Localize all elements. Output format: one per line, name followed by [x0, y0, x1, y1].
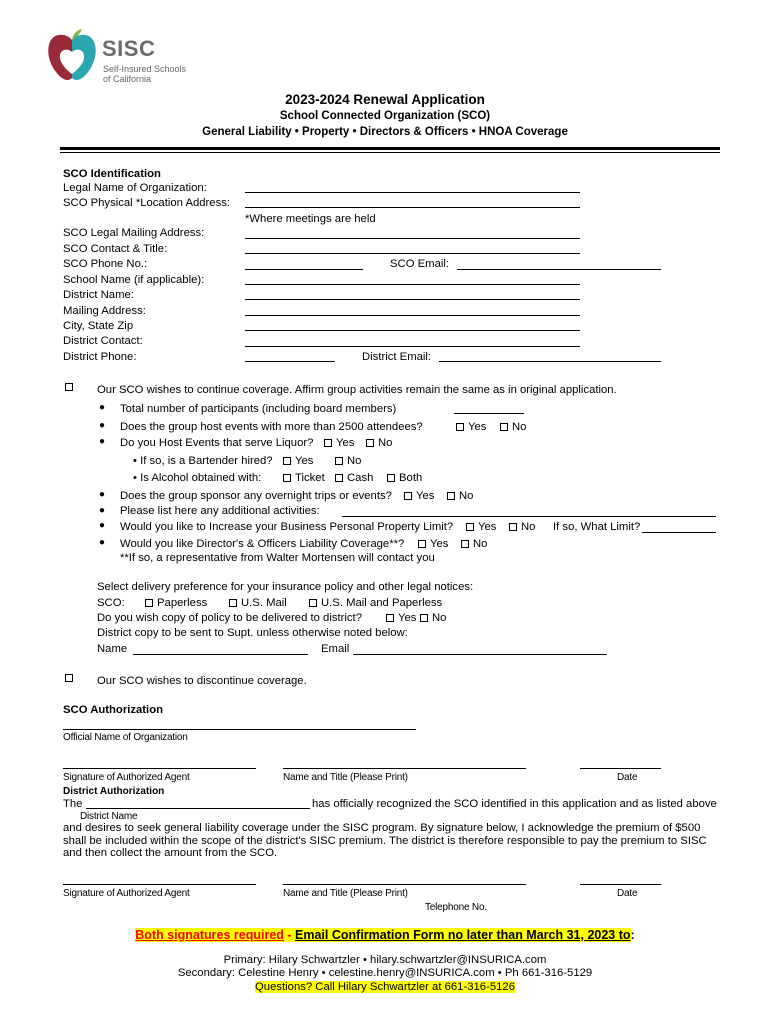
bullet-icon: ●	[99, 489, 106, 500]
no-label: No	[473, 538, 488, 550]
checkbox[interactable]	[387, 474, 395, 482]
district-contact-label: District Contact:	[63, 335, 143, 347]
district-name-field[interactable]	[245, 299, 580, 300]
no-label: No	[521, 521, 536, 533]
footer-dash: -	[283, 928, 296, 942]
checkbox[interactable]	[404, 492, 412, 500]
us-mail-label: U.S. Mail	[241, 597, 287, 609]
liquor-yes-option[interactable]	[324, 437, 354, 450]
checkbox[interactable]	[283, 457, 291, 465]
overnight-no-option[interactable]	[447, 490, 473, 503]
attendees-yes-option[interactable]	[456, 421, 486, 434]
bullet-icon: ●	[99, 520, 106, 531]
yes-label: Yes	[336, 437, 355, 449]
delivery-sco-label: SCO:	[97, 597, 125, 609]
delivery-name-field[interactable]	[133, 654, 308, 655]
checkbox[interactable]	[145, 599, 153, 607]
questions-text: Questions? Call Hilary Schwartzler at 661-316-5126	[255, 981, 515, 993]
discontinue-checkbox[interactable]	[65, 674, 73, 682]
email-field[interactable]	[457, 269, 661, 270]
delivery-email-field[interactable]	[353, 654, 607, 655]
ticket-label: Ticket	[295, 472, 325, 484]
district-name-sign-field[interactable]	[86, 808, 310, 809]
yes-label: Yes	[478, 521, 497, 533]
footer-colon: :	[630, 928, 635, 942]
property-question: Would you like to Increase your Business Personal Property Limit?	[120, 521, 454, 533]
email-label: SCO Email:	[390, 258, 450, 270]
mail-paperless-option[interactable]	[309, 597, 442, 610]
participants-question: Total number of participants (including board members)	[120, 403, 397, 415]
contact-field[interactable]	[245, 253, 580, 254]
header-divider	[60, 147, 720, 150]
school-name-label: School Name (if applicable):	[63, 274, 205, 286]
delivery-name-label: Name	[97, 643, 128, 655]
district-mailing-field[interactable]	[245, 315, 580, 316]
yes-label: Yes	[295, 455, 314, 467]
alcohol-cash-option[interactable]	[335, 472, 373, 485]
checkbox[interactable]	[324, 439, 332, 447]
header-divider-thin	[60, 152, 720, 153]
authorization-heading: SCO Authorization	[63, 704, 163, 716]
checkbox[interactable]	[386, 614, 394, 622]
telephone-label: Telephone No.	[425, 902, 487, 913]
checkbox[interactable]	[461, 540, 469, 548]
yes-label: Yes	[398, 612, 417, 624]
legal-name-label: Legal Name of Organization:	[63, 182, 207, 194]
district-authorization-heading: District Authorization	[63, 786, 165, 797]
mailing-address-label: SCO Legal Mailing Address:	[63, 227, 205, 239]
bullet-icon: ●	[99, 402, 106, 413]
continue-checkbox[interactable]	[65, 383, 73, 391]
paperless-label: Paperless	[157, 597, 208, 609]
yes-label: Yes	[416, 490, 435, 502]
mail-paperless-label: U.S. Mail and Paperless	[321, 597, 443, 609]
email-deadline: Email Confirmation Form no later than March 31, 2023 to	[295, 928, 631, 942]
checkbox[interactable]	[418, 540, 426, 548]
sco-signature-label: Signature of Authorized Agent	[63, 772, 190, 783]
property-yes-option[interactable]	[466, 521, 496, 534]
identification-heading: SCO Identification	[63, 168, 161, 180]
authorization-paragraph-1: and desires to seek general liability coverage under the SISC program. By signature below, I acknowledge the premium of $500	[63, 822, 701, 834]
no-label: No	[512, 421, 527, 433]
district-signature-field[interactable]	[63, 884, 256, 885]
sco-name-title-label: Name and Title (Please Print)	[283, 772, 408, 783]
apple-logo-icon	[46, 28, 98, 84]
physical-address-field[interactable]	[245, 207, 580, 208]
discontinue-statement: Our SCO wishes to discontinue coverage.	[97, 675, 307, 687]
district-name-title-label: Name and Title (Please Print)	[283, 888, 408, 899]
no-label: No	[378, 437, 393, 449]
bartender-question: • If so, is a Bartender hired?	[133, 455, 273, 467]
both-signatures-required: Both signatures required	[135, 928, 284, 942]
bullet-icon: ●	[99, 505, 106, 516]
district-email-field[interactable]	[439, 361, 661, 362]
us-mail-option[interactable]	[229, 597, 287, 610]
participants-field[interactable]	[454, 413, 524, 414]
overnight-yes-option[interactable]	[404, 490, 434, 503]
sco-name-title-field[interactable]	[283, 768, 526, 769]
primary-contact: Primary: Hilary Schwartzler • hilary.schwartzler@INSURICA.com	[223, 954, 547, 966]
yes-label: Yes	[430, 538, 449, 550]
official-name-label: Official Name of Organization	[63, 732, 188, 743]
recognized-text: has officially recognized the SCO identified in this application and as listed above	[312, 798, 717, 810]
attendees-question: Does the group host events with more than 2500 attendees?	[120, 421, 423, 433]
district-mailing-label: Mailing Address:	[63, 305, 146, 317]
coverage-line: General Liability • Property • Directors & Officers • HNOA Coverage	[202, 126, 568, 138]
no-label: No	[347, 455, 362, 467]
alcohol-both-option[interactable]	[387, 472, 422, 485]
continue-statement: Our SCO wishes to continue coverage. Affirm group activities remain the same as in original application.	[97, 384, 617, 396]
school-name-field[interactable]	[245, 284, 580, 285]
dno-yes-option[interactable]	[418, 538, 448, 551]
cash-label: Cash	[347, 472, 374, 484]
contact-label: SCO Contact & Title:	[63, 243, 168, 255]
what-limit-field[interactable]	[642, 532, 716, 533]
delivery-heading: Select delivery preference for your insurance policy and other legal notices:	[97, 581, 474, 593]
bullet-icon: ●	[99, 420, 106, 431]
secondary-contact: Secondary: Celestine Henry • celestine.henry@INSURICA.com • Ph 661-316-5129	[177, 967, 593, 979]
legal-name-field[interactable]	[245, 192, 580, 193]
physical-address-label: SCO Physical *Location Address:	[63, 197, 231, 209]
bartender-no-option[interactable]	[335, 455, 361, 468]
paperless-option[interactable]	[145, 597, 207, 610]
checkbox[interactable]	[335, 457, 343, 465]
district-contact-field[interactable]	[245, 346, 580, 347]
checkbox[interactable]	[229, 599, 237, 607]
where-note: *Where meetings are held	[245, 213, 376, 225]
sco-date-label: Date	[617, 772, 638, 783]
logo-brand: SISC	[102, 36, 156, 61]
checkbox[interactable]	[335, 474, 343, 482]
sisc-logo	[46, 28, 196, 90]
overnight-question: Does the group sponsor any overnight trips or events?	[120, 490, 392, 502]
liquor-question: Do you Host Events that serve Liquor?	[120, 437, 314, 449]
district-name-caption: District Name	[80, 811, 138, 822]
dno-no-option[interactable]	[461, 538, 487, 551]
district-date-label: Date	[617, 888, 638, 899]
liquor-no-option[interactable]	[366, 437, 392, 450]
district-email-label: District Email:	[362, 351, 432, 363]
district-copy-no-option[interactable]	[420, 612, 446, 625]
authorization-paragraph-3: and then collect the amount from the SCO.	[63, 847, 278, 859]
page-title: 2023-2024 Renewal Application	[285, 92, 485, 107]
alcohol-question: • Is Alcohol obtained with:	[133, 472, 262, 484]
no-label: No	[459, 490, 474, 502]
authorization-paragraph-2: shall be included within the scope of the district's SISC premium. The district is therefore responsible to pay the premium to SISC	[63, 835, 707, 847]
yes-label: Yes	[468, 421, 487, 433]
city-label: City, State Zip	[63, 320, 134, 332]
official-name-field[interactable]	[63, 729, 416, 730]
checkbox[interactable]	[366, 439, 374, 447]
phone-field[interactable]	[245, 269, 363, 270]
what-limit-label: If so, What Limit?	[553, 521, 641, 533]
supt-note: District copy to be sent to Supt. unless otherwise noted below:	[97, 627, 408, 639]
logo-line-2: of California	[103, 74, 152, 84]
delivery-email-label: Email	[321, 643, 350, 655]
district-copy-question: Do you wish copy of policy to be delivered to district?	[97, 612, 362, 624]
dno-question: Would you like Director's & Officers Liability Coverage**?	[120, 538, 405, 550]
district-copy-yes-option[interactable]	[386, 612, 416, 625]
both-label: Both	[399, 472, 423, 484]
sco-date-field[interactable]	[580, 768, 661, 769]
district-name-label: District Name:	[63, 289, 134, 301]
checkbox[interactable]	[500, 423, 508, 431]
checkbox[interactable]	[283, 474, 291, 482]
district-date-field[interactable]	[580, 884, 661, 885]
bullet-icon: ●	[99, 537, 106, 548]
logo-line-1: Self-Insured Schools	[103, 64, 187, 74]
city-field[interactable]	[245, 330, 580, 331]
alcohol-ticket-option[interactable]	[283, 472, 325, 485]
checkbox[interactable]	[456, 423, 464, 431]
district-phone-field[interactable]	[245, 361, 335, 362]
questions-line	[0, 981, 770, 994]
sco-signature-field[interactable]	[63, 768, 256, 769]
checkbox[interactable]	[466, 523, 474, 531]
checkbox[interactable]	[509, 523, 517, 531]
district-name-title-field[interactable]	[283, 884, 526, 885]
the-label: The	[63, 798, 83, 810]
additional-question: Please list here any additional activities:	[120, 505, 320, 517]
attendees-no-option[interactable]	[500, 421, 526, 434]
mailing-address-field[interactable]	[245, 238, 580, 239]
dno-note: **If so, a representative from Walter Mortensen will contact you	[120, 552, 435, 564]
district-phone-label: District Phone:	[63, 351, 137, 363]
no-label: No	[432, 612, 447, 624]
checkbox[interactable]	[420, 614, 428, 622]
checkbox[interactable]	[309, 599, 317, 607]
district-signature-label: Signature of Authorized Agent	[63, 888, 190, 899]
footer-deadline	[0, 928, 770, 942]
bullet-icon: ●	[99, 436, 106, 447]
checkbox[interactable]	[447, 492, 455, 500]
bartender-yes-option[interactable]	[283, 455, 313, 468]
property-no-option[interactable]	[509, 521, 535, 534]
page-subtitle: School Connected Organization (SCO)	[279, 110, 491, 122]
phone-label: SCO Phone No.:	[63, 258, 148, 270]
additional-field[interactable]	[342, 516, 716, 517]
